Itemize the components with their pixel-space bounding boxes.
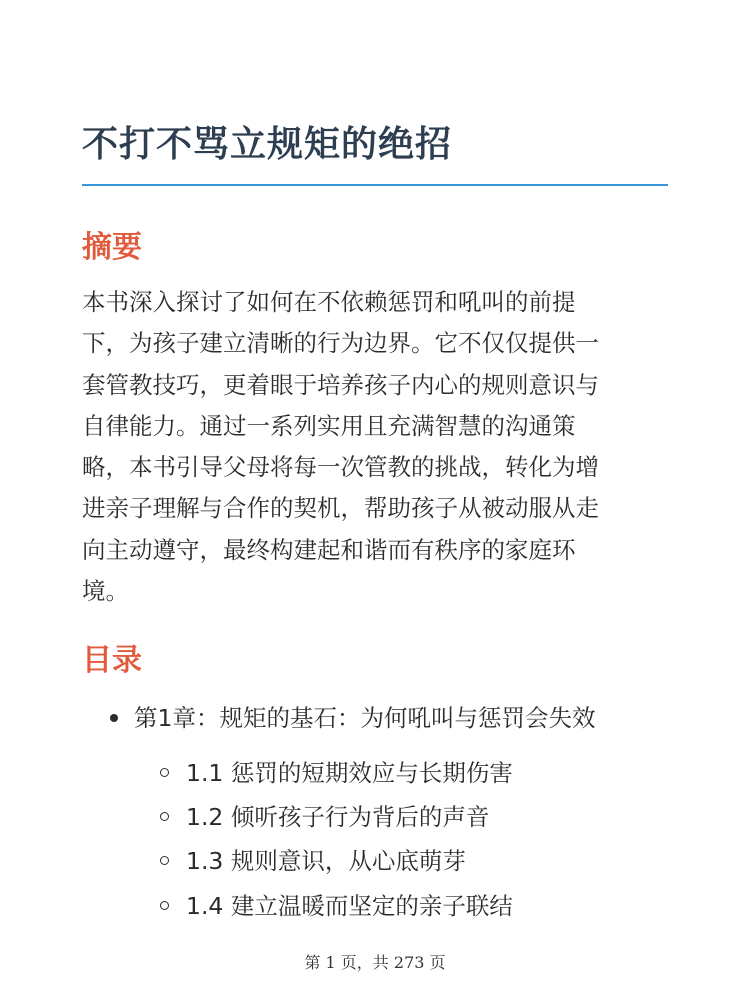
summary-line: 本书深入探讨了如何在不依赖惩罚和吼叫的前提 (82, 288, 576, 316)
bullet-disc-icon (110, 714, 118, 722)
bullet-circle-icon (160, 856, 169, 865)
summary-line: 境。 (82, 577, 129, 606)
toc-section-label: 1.3 规则意识，从心底萌芽 (186, 847, 466, 875)
summary-line: 套管教技巧，更着眼于培养孩子内心的规则意识与 (82, 370, 599, 399)
toc-section-item[interactable] (160, 755, 513, 791)
toc-section-label: 1.4 建立温暖而坚定的亲子联结 (186, 892, 513, 920)
bullet-circle-icon (160, 812, 169, 821)
page-number-footer: 第 1 页，共 273 页 (304, 953, 446, 972)
summary-line: 向主动遵守，最终构建起和谐而有秩序的家庭环 (82, 535, 576, 564)
bullet-circle-icon (160, 768, 169, 777)
toc-section-label: 1.2 倾听孩子行为背后的声音 (186, 803, 490, 831)
toc-heading: 目录 (82, 643, 142, 678)
toc-chapter-item[interactable] (110, 700, 595, 736)
summary-line: 下，为孩子建立清晰的行为边界。它不仅仅提供一 (82, 329, 599, 358)
book-title: 不打不骂立规矩的绝招 (82, 124, 453, 165)
toc-section-item[interactable] (160, 843, 466, 879)
summary-line: 进亲子理解与合作的契机，帮助孩子从被动服从走 (82, 494, 599, 523)
title-divider (82, 184, 668, 186)
summary-heading: 摘要 (82, 230, 142, 265)
toc-section-label: 1.1 惩罚的短期效应与长期伤害 (186, 759, 513, 787)
summary-line: 自律能力。通过一系列实用且充满智慧的沟通策 (82, 411, 576, 440)
toc-section-item[interactable] (160, 888, 513, 924)
summary-line: 略，本书引导父母将每一次管教的挑战，转化为增 (82, 453, 599, 482)
summary-paragraph (82, 282, 672, 612)
bullet-circle-icon (160, 901, 169, 910)
toc-chapter-label: 第1章：规矩的基石：为何吼叫与惩罚会失效 (134, 704, 596, 732)
toc-section-item[interactable] (160, 799, 489, 835)
